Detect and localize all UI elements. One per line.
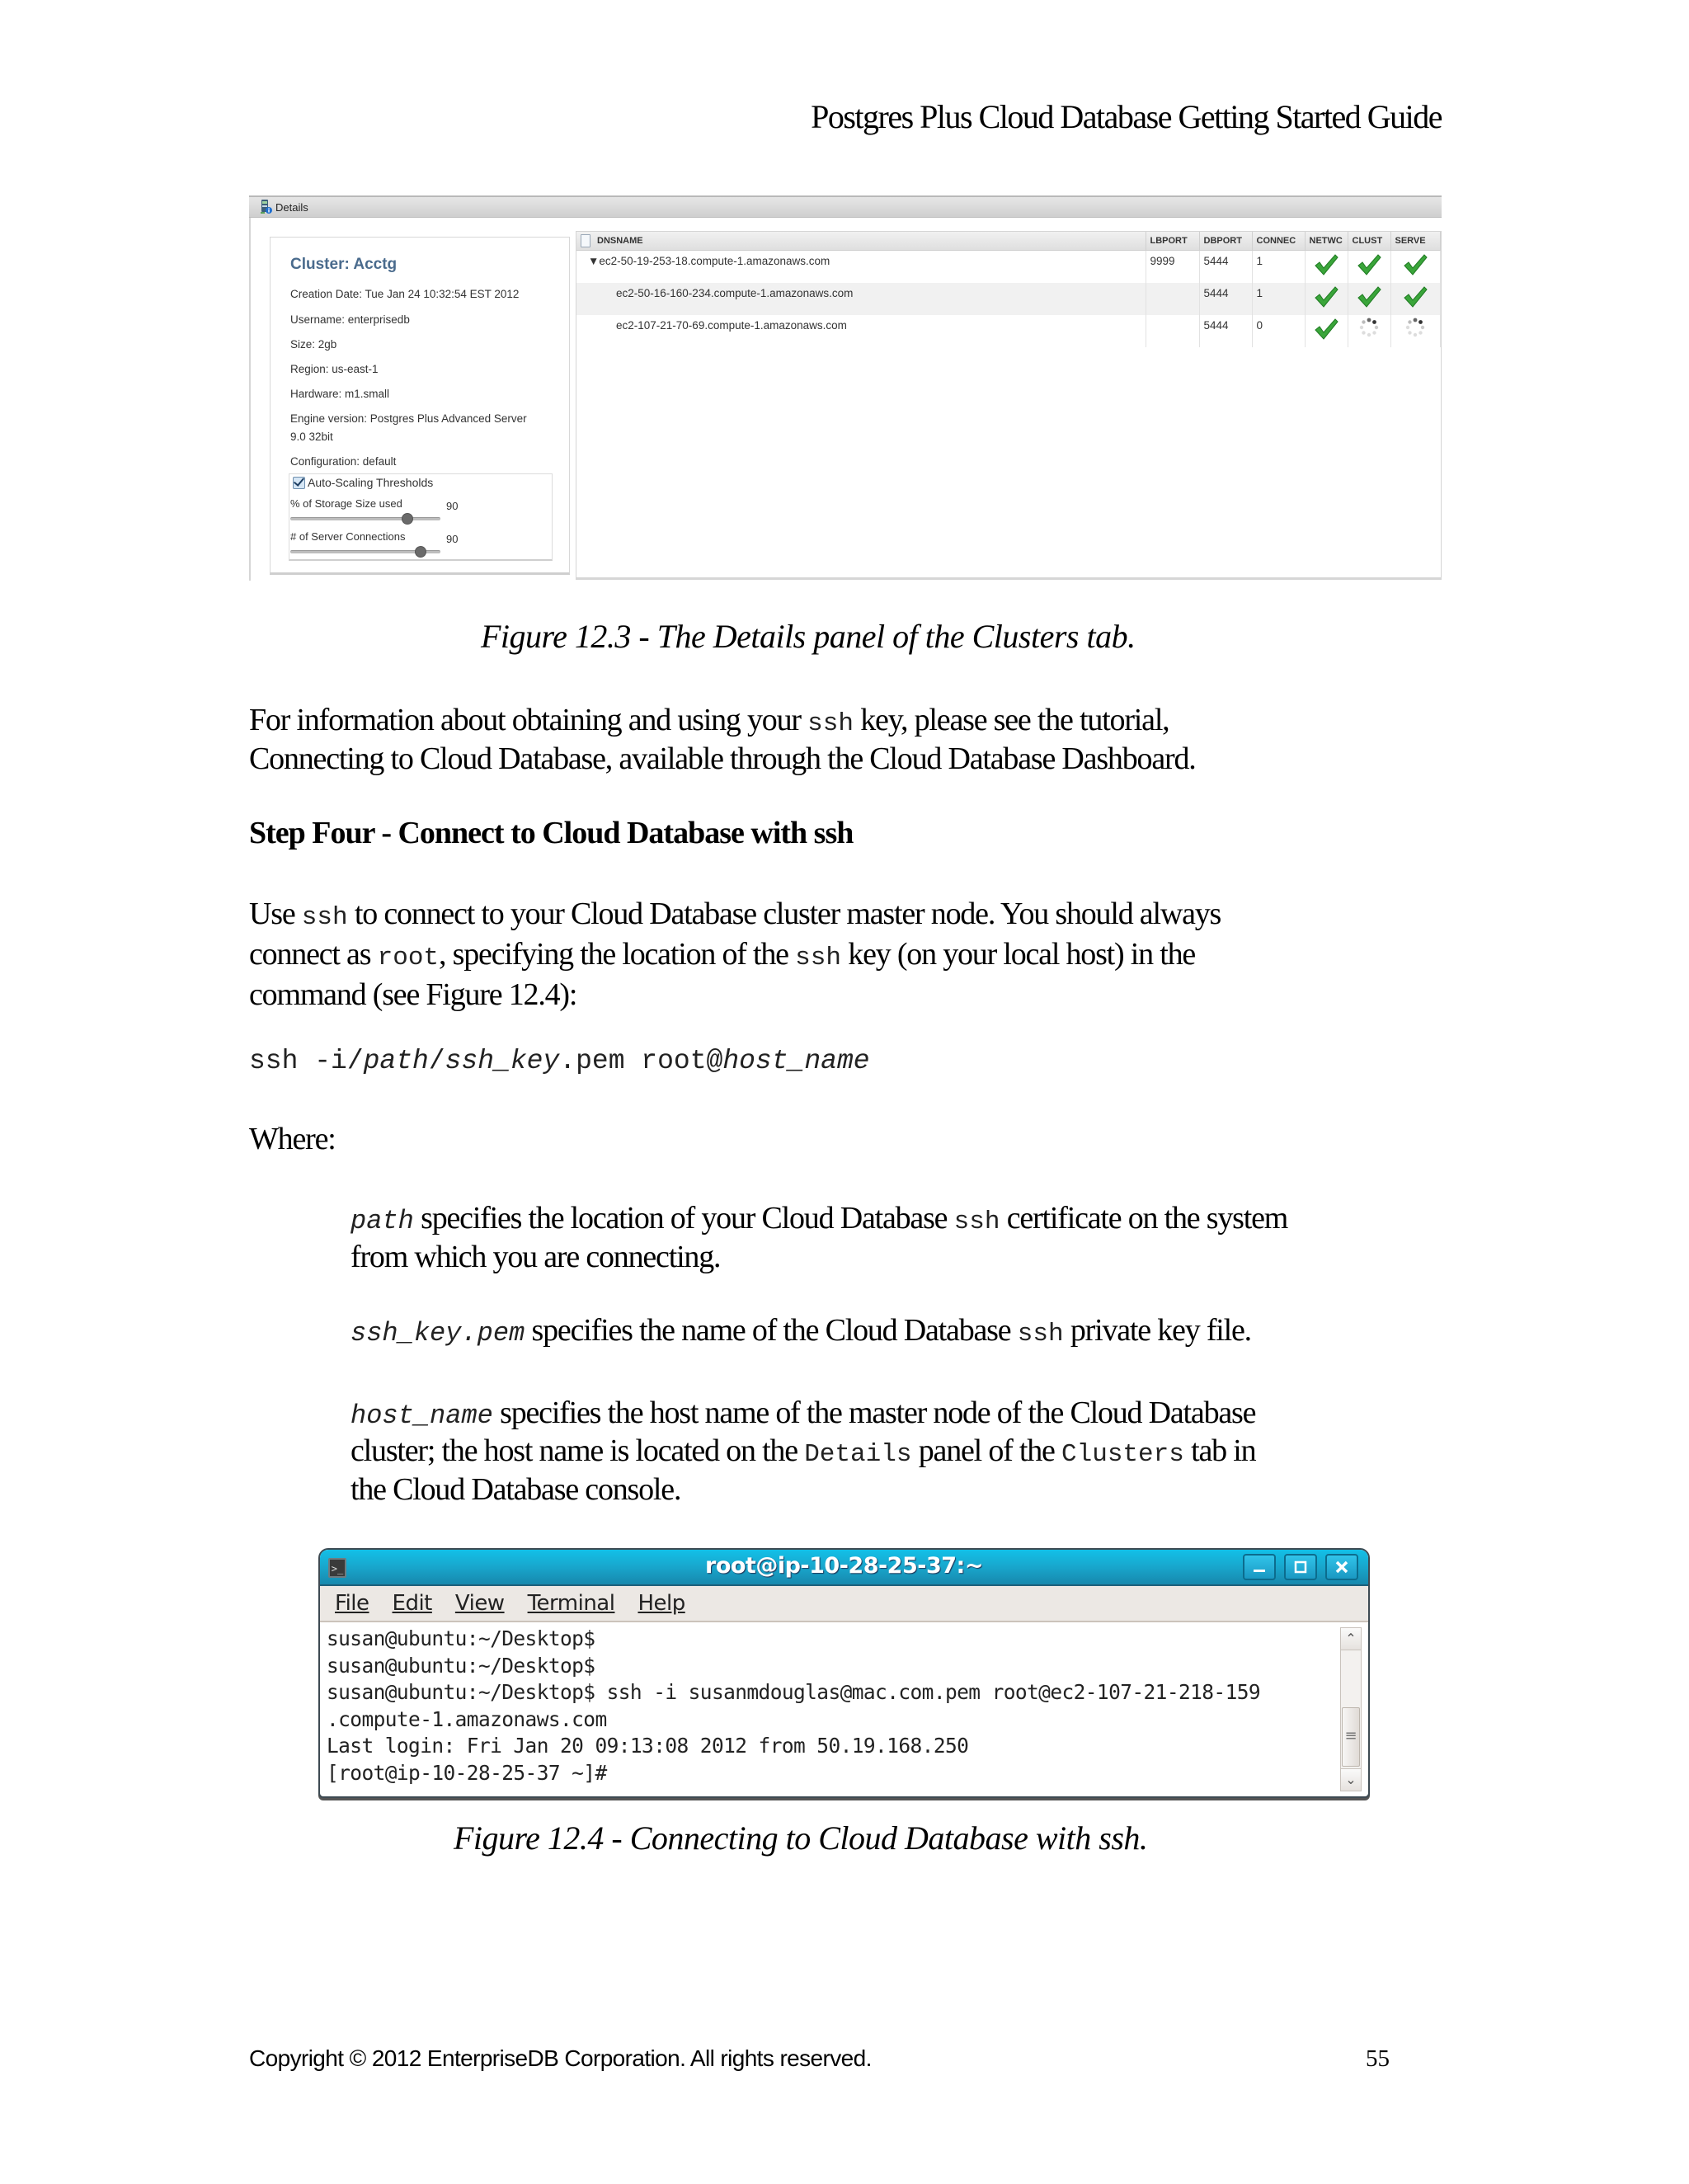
loading-spinner-icon	[1404, 317, 1426, 338]
menu-file[interactable]: File	[335, 1591, 369, 1616]
dbport-cell: 5444	[1199, 315, 1252, 347]
panel-divider	[249, 218, 251, 581]
terminal-line: Last login: Fri Jan 20 09:13:08 2012 from 50.19.168.250	[327, 1734, 969, 1758]
check-icon	[1356, 285, 1382, 309]
check-icon	[1313, 252, 1339, 277]
autoscaling-toggle[interactable]	[293, 476, 433, 489]
connections-cell: 1	[1252, 251, 1305, 284]
size: Size: 2gb	[290, 338, 337, 351]
tree-expander-icon[interactable]: ▼	[588, 255, 600, 267]
running-header: Postgres Plus Cloud Database Getting Started Guide	[811, 98, 1442, 135]
connections-slider-thumb[interactable]	[415, 546, 426, 558]
dnsname-cell: ec2-107-21-70-69.compute-1.amazonaws.com	[576, 315, 1146, 347]
maximize-button[interactable]	[1284, 1554, 1317, 1580]
details-toolbar-label: Details	[275, 200, 308, 214]
definition-path: path specifies the location of your Cloud Database ssh certificate on the system from which you are connecting.	[351, 1201, 1288, 1274]
menu-terminal[interactable]: Terminal	[527, 1591, 615, 1616]
dbport-cell: 5444	[1199, 251, 1252, 284]
terminal-titlebar[interactable]	[320, 1550, 1368, 1586]
step-four-heading: Step Four - Connect to Cloud Database with ssh	[249, 816, 854, 850]
page-number: 55	[1366, 2045, 1390, 2072]
connections-slider-value: 90	[446, 533, 459, 545]
check-icon	[1402, 252, 1428, 277]
engine-version-cont: 9.0 32bit	[290, 431, 333, 443]
cluster-nodes-grid	[576, 231, 1442, 580]
cluster-info-panel	[270, 237, 570, 575]
terminal-line: [root@ip-10-28-25-37 ~]#	[327, 1760, 607, 1785]
autoscaling-label: Auto-Scaling Thresholds	[308, 476, 434, 489]
minimize-button[interactable]	[1243, 1554, 1276, 1580]
autoscaling-checkbox[interactable]	[293, 477, 305, 489]
scroll-down-arrow-icon[interactable]: ⌄	[1341, 1768, 1361, 1791]
engine-version: Engine version: Postgres Plus Advanced Server	[290, 412, 527, 425]
lbport-cell	[1146, 283, 1199, 315]
scroll-up-arrow-icon[interactable]: ⌃	[1341, 1628, 1361, 1650]
connections-cell: 0	[1252, 315, 1305, 347]
storage-slider-value: 90	[446, 500, 459, 512]
dnsname-cell: ec2-50-19-253-18.compute-1.amazonaws.com	[599, 255, 830, 267]
loading-spinner-icon	[1358, 317, 1380, 338]
close-icon	[1327, 1556, 1357, 1579]
copyright-footer: Copyright © 2012 EnterpriseDB Corporation. All rights reserved.	[249, 2045, 872, 2071]
terminal-scrollbar[interactable]	[1340, 1627, 1362, 1791]
close-button[interactable]	[1325, 1554, 1358, 1580]
terminal-window	[318, 1548, 1370, 1798]
figure-12-3-caption: Figure 12.3 - The Details panel of the Clusters tab.	[481, 618, 1136, 655]
terminal-line: susan@ubuntu:~/Desktop$	[327, 1626, 595, 1650]
storage-slider-label: % of Storage Size used	[290, 497, 402, 510]
lbport-cell: 9999	[1146, 251, 1199, 284]
menu-view[interactable]: View	[454, 1591, 505, 1616]
scrollbar-thumb[interactable]: ≡	[1342, 1707, 1360, 1767]
terminal-app-icon: >_	[328, 1558, 346, 1578]
check-icon	[1356, 252, 1382, 277]
terminal-line: .compute-1.amazonaws.com	[327, 1706, 607, 1731]
terminal-window-title: root@ip-10-28-25-37:~	[705, 1553, 983, 1579]
creation-date: Creation Date: Tue Jan 24 10:32:54 EST 2012	[290, 288, 520, 300]
hardware: Hardware: m1.small	[290, 388, 390, 400]
table-row[interactable]	[576, 283, 1441, 315]
nodes-table	[576, 232, 1441, 347]
figure-12-4-caption: Figure 12.4 - Connecting to Cloud Database with ssh.	[454, 1819, 1148, 1857]
check-icon	[1313, 317, 1339, 341]
menu-help[interactable]: Help	[637, 1591, 685, 1616]
check-icon	[1313, 285, 1339, 309]
column-header-dbport[interactable]: DBPORT	[1199, 232, 1252, 251]
maximize-icon	[1286, 1556, 1315, 1579]
ssh-command-example: ssh -i/path/ssh_key.pem root@host_name	[249, 1046, 870, 1076]
autoscaling-thresholds-box	[289, 473, 553, 561]
lbport-cell	[1146, 315, 1199, 347]
details-info-icon	[261, 200, 272, 214]
connections-cell: 1	[1252, 283, 1305, 315]
table-row[interactable]	[576, 315, 1441, 347]
column-header-cluster[interactable]: CLUST	[1348, 232, 1390, 251]
ssh-key-info-paragraph: For information about obtaining and using your ssh key, please see the tutorial, Connecting to Cloud Database, available through the Cloud Database Dashboard.	[249, 703, 1196, 776]
file-icon	[581, 234, 590, 247]
region: Region: us-east-1	[290, 363, 379, 375]
configuration: Configuration: default	[290, 455, 397, 468]
column-header-connections[interactable]: CONNEC	[1252, 232, 1305, 251]
menu-edit[interactable]: Edit	[392, 1591, 432, 1616]
details-toolbar	[249, 195, 1442, 218]
definition-host-name: host_name specifies the host name of the master node of the Cloud Database cluster; the host name is located on the Details panel of the Clusters tab in the Cloud Database console.	[351, 1396, 1256, 1507]
check-icon	[1402, 285, 1428, 309]
column-header-dnsname[interactable]: DNSNAME	[576, 232, 1146, 251]
connections-slider-label: # of Server Connections	[290, 530, 406, 543]
column-header-server[interactable]: SERVE	[1390, 232, 1441, 251]
connect-paragraph: Use ssh to connect to your Cloud Database cluster master node. You should always connect as root, specifying the location of the ssh key (on your local host) in the command (see Figure 12.4):	[249, 897, 1221, 1012]
terminal-output[interactable]	[327, 1626, 1337, 1793]
terminal-line: susan@ubuntu:~/Desktop$	[327, 1653, 595, 1678]
where-label: Where:	[249, 1122, 336, 1156]
dnsname-cell: ec2-50-16-160-234.compute-1.amazonaws.com	[576, 283, 1146, 315]
table-row[interactable]	[576, 251, 1441, 284]
storage-slider-track[interactable]	[290, 517, 440, 520]
definition-ssh-key: ssh_key.pem specifies the name of the Cloud Database ssh private key file.	[351, 1313, 1251, 1349]
storage-slider-thumb[interactable]	[402, 513, 413, 525]
details-panel-screenshot	[249, 195, 1442, 580]
cluster-title: Cluster: Acctg	[290, 256, 398, 273]
column-header-network[interactable]: NETWC	[1305, 232, 1348, 251]
table-header-row	[576, 232, 1441, 251]
username: Username: enterprisedb	[290, 313, 410, 326]
column-header-lbport[interactable]: LBPORT	[1146, 232, 1199, 251]
minimize-icon	[1244, 1556, 1274, 1579]
terminal-menubar	[320, 1586, 1368, 1622]
terminal-line: susan@ubuntu:~/Desktop$ ssh -i susanmdouglas@mac.com.pem root@ec2-107-21-218-159	[327, 1680, 1261, 1704]
dbport-cell: 5444	[1199, 283, 1252, 315]
